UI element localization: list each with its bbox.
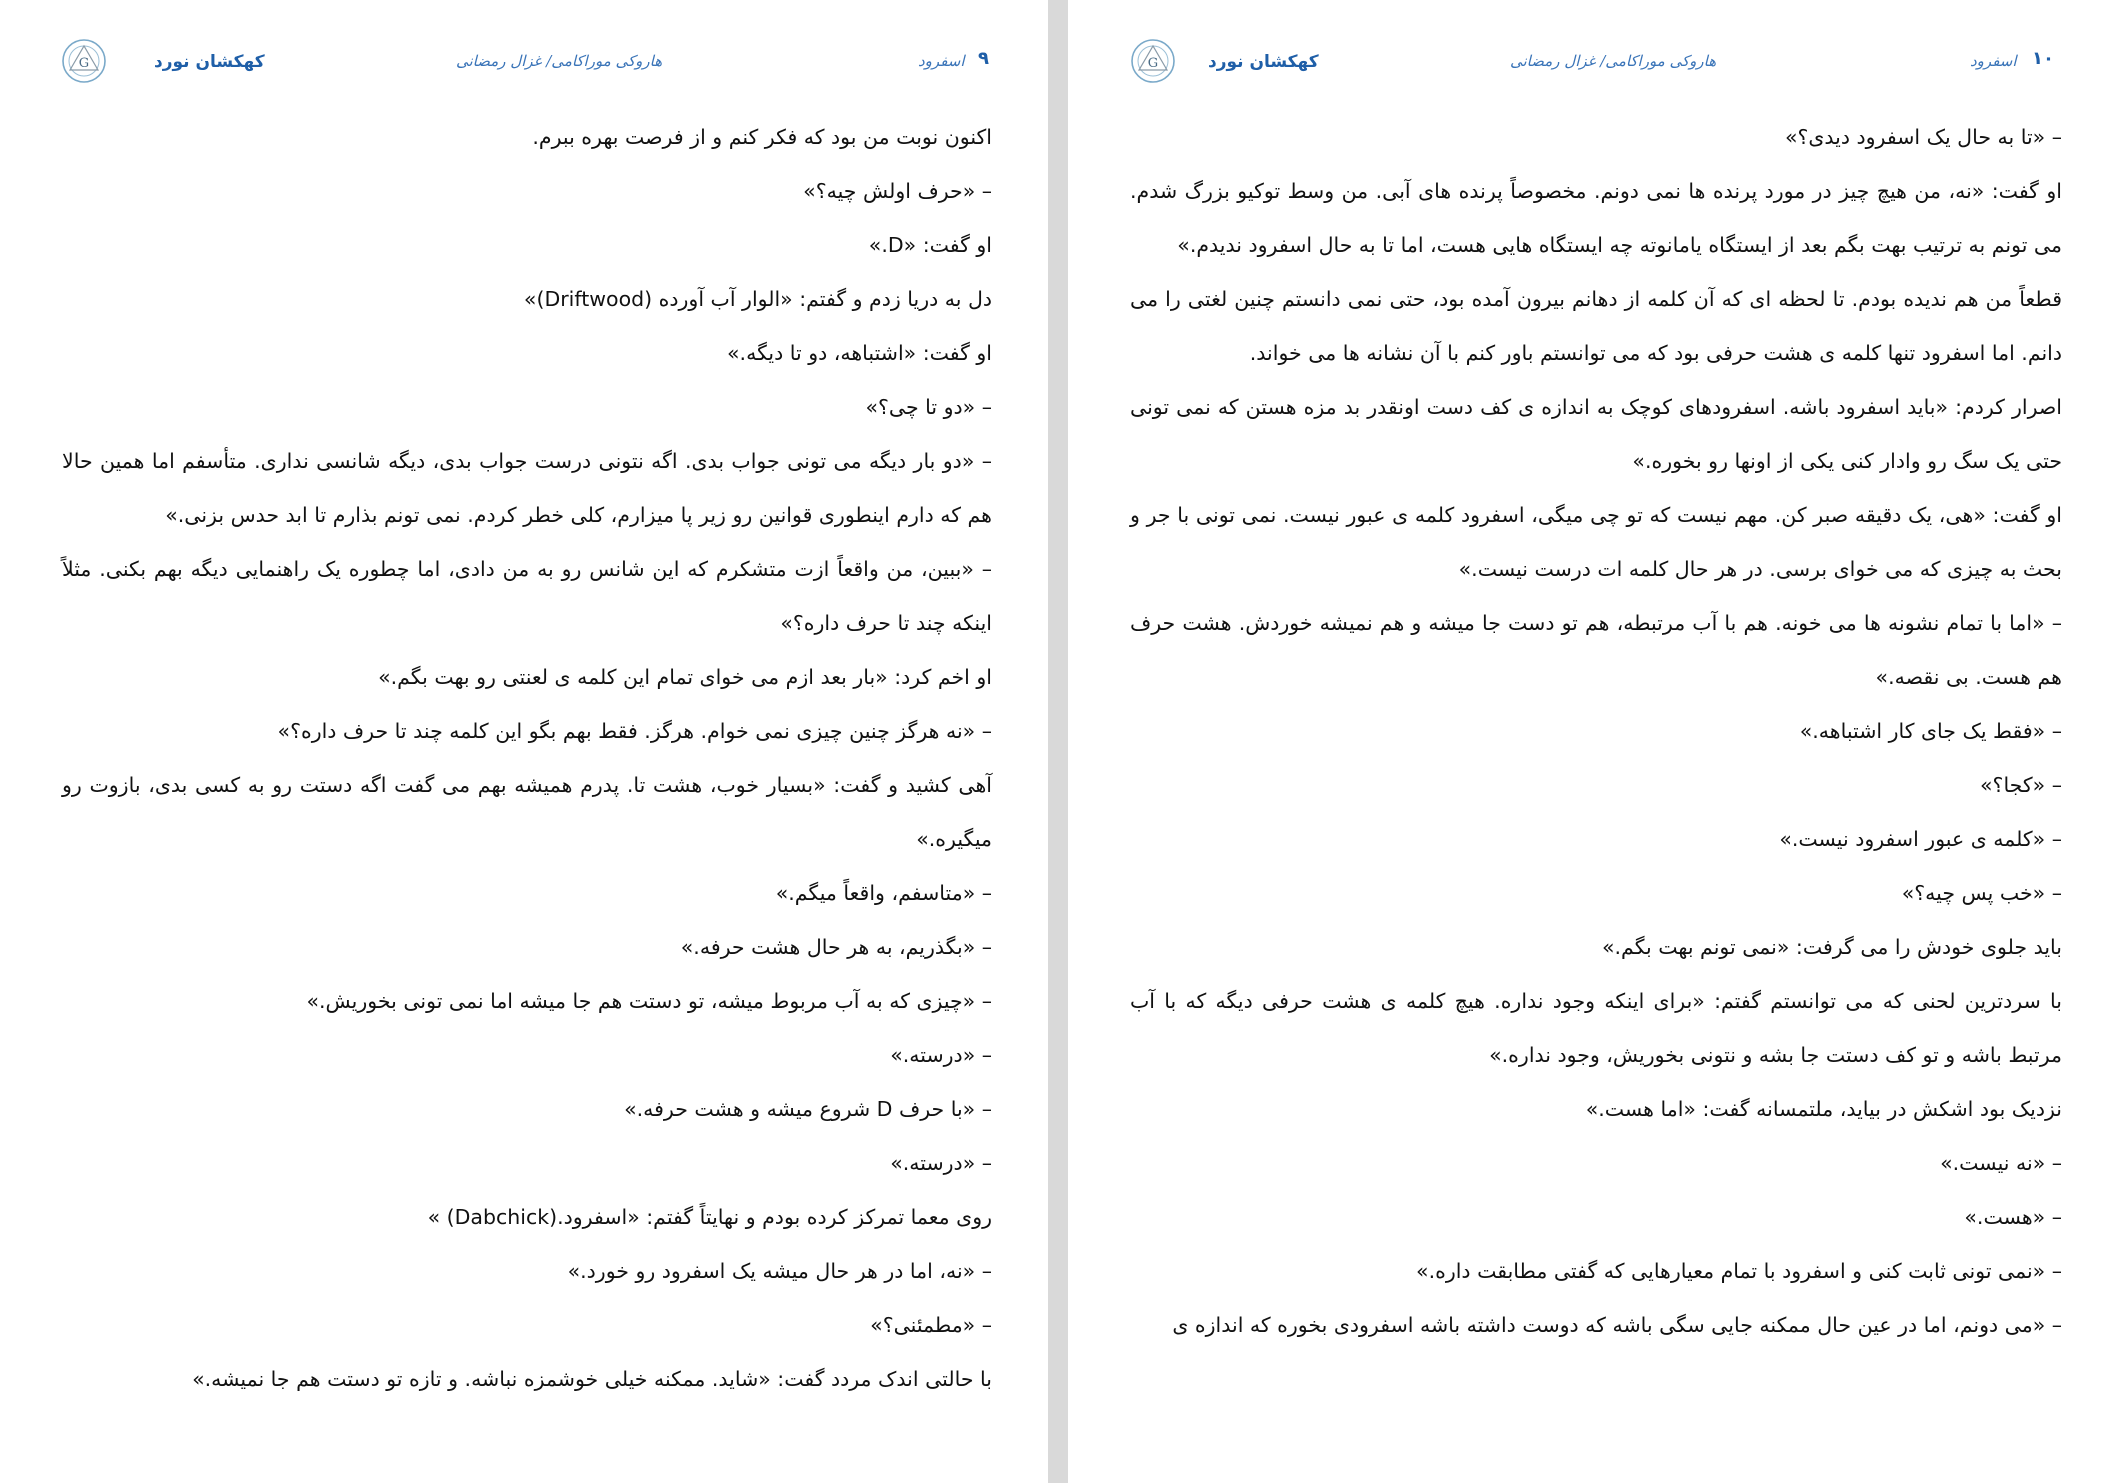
paragraph: قطعاً من هم ندیده بودم. تا لحظه ای که آن کلمه از دهانم بیرون آمده بود، حتی نمی دانستم چنین لغتی را می دانم. اما اسفرود تنها کلمه ی هشت حرفی بود که می توانستم باور کنم با آن نشانه ها می خواند. xyxy=(1130,287,2062,365)
site-name: کهکشان نورد xyxy=(154,52,265,72)
paragraph: – «هست.» xyxy=(1964,1205,2062,1229)
page-number: ۱۰ xyxy=(2032,48,2054,69)
story-title: اسفرود xyxy=(1970,52,2017,70)
paragraph: او گفت: «D.» xyxy=(868,233,992,257)
paragraph: – «نمی تونی ثابت کنی و اسفرود با تمام معیارهایی که گفتی مطابقت داره.» xyxy=(1416,1259,2062,1283)
paragraph: – «بگذریم، به هر حال هشت حرفه.» xyxy=(680,935,992,959)
paragraph: – «کلمه ی عبور اسفرود نیست.» xyxy=(1779,827,2062,851)
paragraph: – «دو بار دیگه می تونی جواب بدی. اگه نتونی درست جواب بدی، دیگه شانسی نداری. متأسفم اما همین حالا هم که دارم اینطوری قوانین رو زیر پا میزارم، کلی خطر کردم. نمی تونم بذارم تا ابد حدس بزنی.» xyxy=(62,449,992,527)
galaxy-logo-icon xyxy=(61,38,107,84)
paragraph: نزدیک بود اشکش در بیاید، ملتمسانه گفت: «اما هست.» xyxy=(1585,1097,2062,1121)
page-header xyxy=(0,38,1048,88)
paragraph: – «می دونم، اما در عین حال ممکنه جایی سگی باشه که دوست داشته باشه اسفرودی بخوره که اندازه ی xyxy=(1172,1313,2062,1337)
paragraph: اصرار کردم: «باید اسفرود باشه. اسفرودهای کوچک به اندازه ی کف دست اونقدر بد مزه هستن که نمی تونی حتی یک سگ رو وادار کنی یکی از اونها رو بخوره.» xyxy=(1130,395,2062,473)
paragraph: باید جلوی خودش را می گرفت: «نمی تونم بهت بگم.» xyxy=(1602,935,2062,959)
paragraph: او گفت: «اشتباهه، دو تا دیگه.» xyxy=(727,341,992,365)
paragraph: – «ببین، من واقعاً ازت متشکرم که این شانس رو به من دادی، اما چطوره یک راهنمایی دیگه بهم بکنی. مثلاً اینکه چند تا حرف داره؟» xyxy=(62,557,992,635)
paragraph: او گفت: «نه، من هیچ چیز در مورد پرنده ها نمی دونم. مخصوصاً پرنده های آبی. من وسط توکیو بزرگ شدم. می تونم به ترتیب بهت بگم بعد از ایستگاه یامانوته چه ایستگاه هایی هست، اما تا به حال اسفرود ندیدم.» xyxy=(1130,179,2062,257)
page-9 xyxy=(0,0,1048,1483)
paragraph: با حالتی اندک مردد گفت: «شاید. ممکنه خیلی خوشمزه نباشه. و تازه تو دستت هم جا نمیشه.» xyxy=(192,1367,992,1391)
paragraph: – «درسته.» xyxy=(890,1151,992,1175)
paragraph: با سردترین لحنی که می توانستم گفتم: «برای اینکه وجود نداره. هیچ کلمه ی هشت حرفی دیگه که با آب مرتبط باشه و تو کف دستت جا بشه و نتونی بخوریش، وجود نداره.» xyxy=(1130,989,2062,1067)
page-body xyxy=(1130,110,2062,1352)
paragraph: – «نه هرگز چنین چیزی نمی خوام. هرگز. فقط بهم بگو این کلمه چند تا حرف داره؟» xyxy=(277,719,992,743)
author-credit: هاروکی موراکامی/ غزال رمضانی xyxy=(456,52,663,70)
paragraph: او اخم کرد: «بار بعد ازم می خوای تمام این کلمه ی لعنتی رو بهت بگم.» xyxy=(378,665,992,689)
svg-text:G: G xyxy=(1147,56,1159,71)
page-header xyxy=(1068,38,2121,88)
galaxy-logo-icon xyxy=(1130,38,1176,84)
page-number: ۹ xyxy=(978,48,989,69)
svg-text:G: G xyxy=(78,56,90,71)
paragraph: – «اما با تمام نشونه ها می خونه. هم با آب مرتبطه، هم تو دست جا میشه و هم نمیشه خوردش. هشت حرف هم هست. بی نقصه.» xyxy=(1130,611,2062,689)
page-body xyxy=(62,110,992,1406)
paragraph: – «کجا؟» xyxy=(1980,773,2062,797)
page-gutter xyxy=(1048,0,1068,1483)
paragraph: – «خب پس چیه؟» xyxy=(1901,881,2062,905)
author-credit: هاروکی موراکامی/ غزال رمضانی xyxy=(1510,52,1717,70)
paragraph: – «نه نیست.» xyxy=(1940,1151,2062,1175)
paragraph: – «چیزی که به آب مربوط میشه، تو دستت هم جا میشه اما نمی تونی بخوریش.» xyxy=(306,989,992,1013)
paragraph: دل به دریا زدم و گفتم: «الوار آب آورده (Driftwood)» xyxy=(523,287,992,311)
site-name: کهکشان نورد xyxy=(1208,52,1319,72)
page-10 xyxy=(1068,0,2121,1483)
story-title: اسفرود xyxy=(918,52,965,70)
paragraph: – «درسته.» xyxy=(890,1043,992,1067)
paragraph: – «با حرف D شروع میشه و هشت حرفه.» xyxy=(624,1097,992,1121)
paragraph: – «فقط یک جای کار اشتباهه.» xyxy=(1799,719,2062,743)
paragraph: – «تا به حال یک اسفرود دیدی؟» xyxy=(1784,125,2062,149)
paragraph: – «مطمئنی؟» xyxy=(870,1313,992,1337)
paragraph: اکنون نوبت من بود که فکر کنم و از فرصت بهره ببرم. xyxy=(532,125,992,149)
paragraph: – «دو تا چی؟» xyxy=(865,395,992,419)
paragraph: آهی کشید و گفت: «بسیار خوب، هشت تا. پدرم همیشه بهم می گفت اگه دستت رو به کسی بدی، بازوت رو میگیره.» xyxy=(62,773,992,851)
paragraph: – «حرف اولش چیه؟» xyxy=(803,179,992,203)
paragraph: او گفت: «هی، یک دقیقه صبر کن. مهم نیست که تو چی میگی، اسفرود کلمه ی عبور نیست. نمی تونی با جر و بحث به چیزی که می خوای برسی. در هر حال کلمه ات درست نیست.» xyxy=(1130,503,2062,581)
paragraph: روی معما تمرکز کرده بودم و نهایتاً گفتم: «اسفرود.(Dabchick) » xyxy=(427,1205,992,1229)
paragraph: – «نه، اما در هر حال میشه یک اسفرود رو خورد.» xyxy=(567,1259,992,1283)
paragraph: – «متاسفم، واقعاً میگم.» xyxy=(775,881,992,905)
